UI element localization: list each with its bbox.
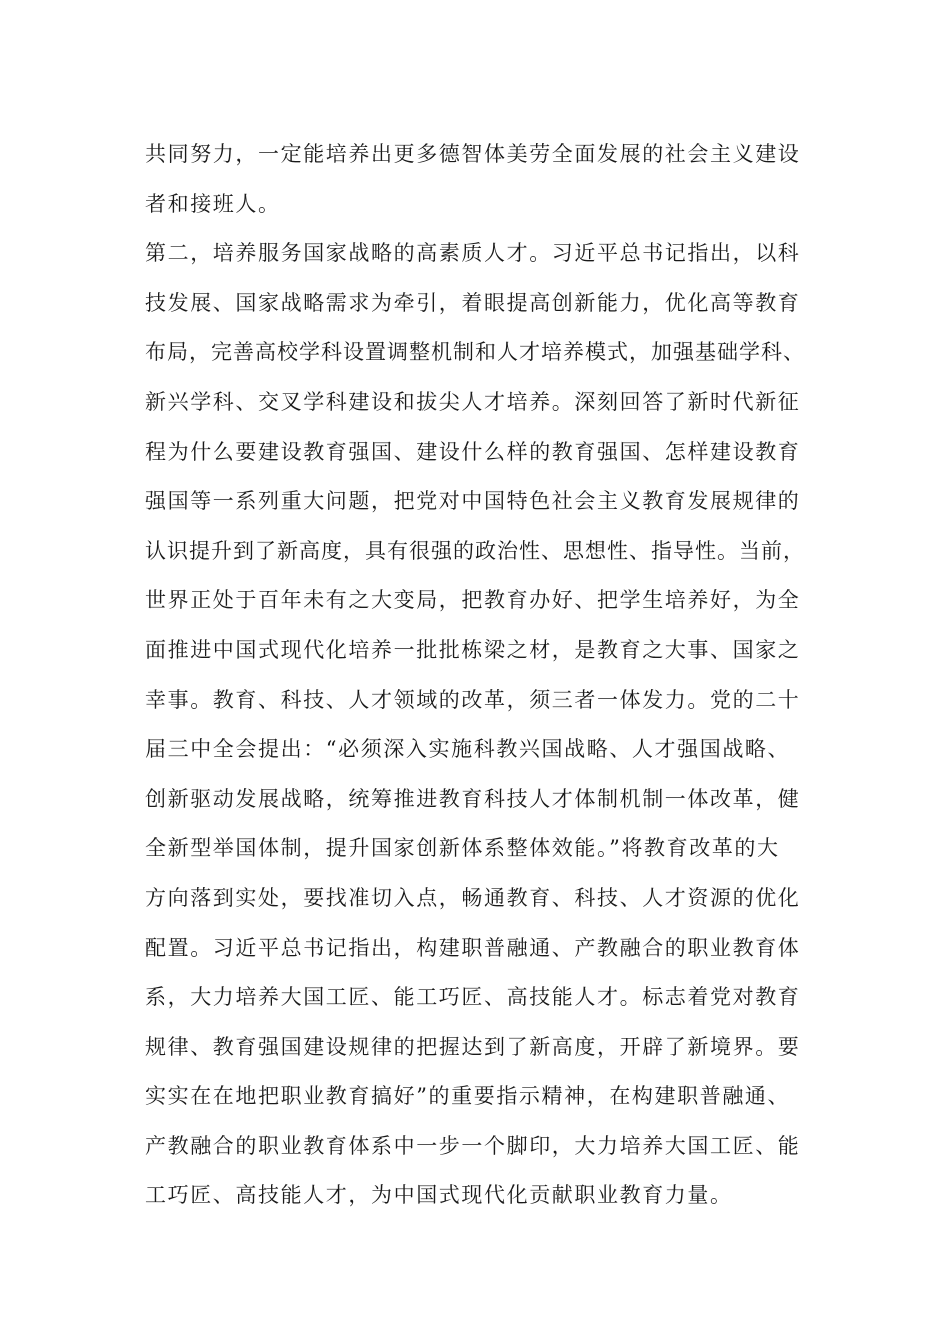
text-line: 强国等一系列重大问题，把党对中国特色社会主义教育发展规律的: [145, 489, 801, 514]
text-line: 程为什么要建设教育强国、建设什么样的教育强国、怎样建设教育: [145, 439, 801, 464]
text-line: 布局，完善高校学科设置调整机制和人才培养模式，加强基础学科、: [145, 340, 805, 365]
text-line: 认识提升到了新高度，具有很强的政治性、思想性、指导性。当前，: [145, 538, 805, 563]
text-line: 配置。习近平总书记指出，构建职普融通、产教融合的职业教育体: [145, 935, 801, 960]
text-line: 产教融合的职业教育体系中一步一个脚印，大力培养大国工匠、能: [145, 1133, 801, 1158]
text-line: 新兴学科、交叉学科建设和拔尖人才培养。深刻回答了新时代新征: [145, 389, 801, 414]
text-line: 工巧匠、高技能人才，为中国式现代化贡献职业教育力量。: [145, 1183, 733, 1208]
text-line: 系，大力培养大国工匠、能工巧匠、高技能人才。标志着党对教育: [145, 985, 801, 1010]
text-line: 全新型举国体制，提升国家创新体系整体效能。”将教育改革的大: [145, 836, 780, 861]
text-line: 面推进中国式现代化培养一批批栋梁之材，是教育之大事、国家之: [145, 637, 801, 662]
text-line: 第二，培养服务国家战略的高素质人才。习近平总书记指出，以科: [145, 241, 801, 266]
text-line: 届三中全会提出：“必须深入实施科教兴国战略、人才强国战略、: [145, 737, 791, 762]
text-line: 创新驱动发展战略，统筹推进教育科技人才体制机制一体改革，健: [145, 786, 801, 811]
text-line: 规律、教育强国建设规律的把握达到了新高度，开辟了新境界。要: [145, 1034, 801, 1059]
text-line: 者和接班人。: [145, 191, 281, 216]
text-line: 技发展、国家战略需求为牵引，着眼提高创新能力，优化高等教育: [145, 290, 801, 315]
text-line: 方向落到实处，要找准切入点，畅通教育、科技、人才资源的优化: [145, 885, 801, 910]
text-line: 实实在在地把职业教育搞好”的重要指示精神，在构建职普融通、: [145, 1084, 791, 1109]
text-line: 共同努力，一定能培养出更多德智体美劳全面发展的社会主义建设: [145, 142, 801, 166]
text-line: 幸事。教育、科技、人才领域的改革，须三者一体发力。党的二十: [145, 687, 801, 712]
body-text: [145, 130, 810, 1221]
text-line: 世界正处于百年未有之大变局，把教育办好、把学生培养好，为全: [145, 588, 801, 613]
